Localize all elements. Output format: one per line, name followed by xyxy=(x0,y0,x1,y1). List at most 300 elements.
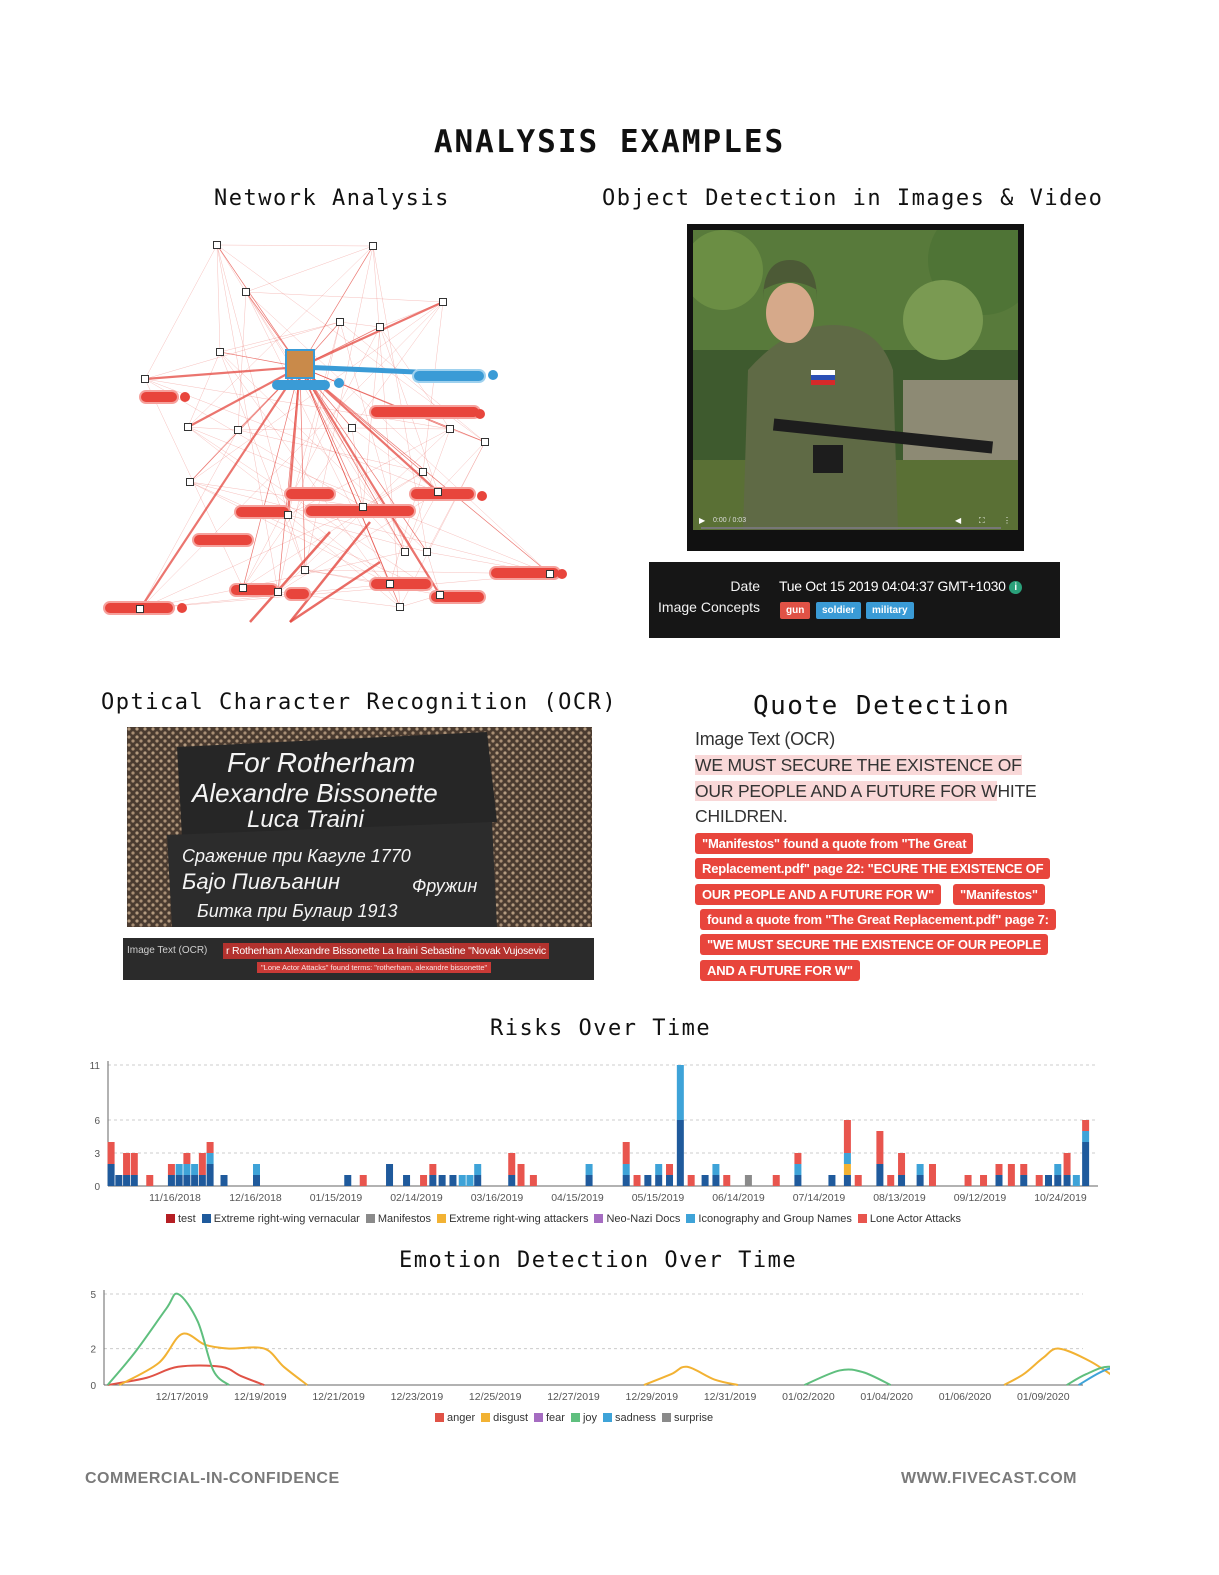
network-edge xyxy=(238,430,423,472)
play-icon[interactable]: ▶ xyxy=(699,516,706,525)
fullscreen-icon[interactable]: ⛶ xyxy=(979,516,985,525)
network-node xyxy=(217,349,224,356)
network-node xyxy=(142,376,149,383)
risk-bar-segment xyxy=(474,1164,481,1175)
network-node xyxy=(424,549,431,556)
risk-bar-segment xyxy=(917,1164,924,1175)
network-edge xyxy=(340,322,380,327)
network-info-icon xyxy=(475,409,485,419)
quote-match-chip-7[interactable]: AND A FUTURE FOR W" xyxy=(700,960,860,981)
ocr-photo-line-1: For Rotherham xyxy=(227,747,416,778)
emotion-ytick-label: 5 xyxy=(90,1290,96,1301)
network-node xyxy=(377,324,384,331)
network-node xyxy=(137,606,144,613)
risk-ytick-label: 0 xyxy=(94,1182,100,1193)
date-label: Date xyxy=(730,578,760,594)
emotion-xtick-label: 01/06/2020 xyxy=(938,1391,992,1403)
risk-bar-segment xyxy=(183,1164,190,1175)
info-icon[interactable]: i xyxy=(1009,581,1022,594)
date-value xyxy=(779,578,1022,594)
legend-swatch xyxy=(437,1214,446,1223)
emotion-legend-item[interactable] xyxy=(481,1412,528,1424)
network-node-label xyxy=(193,534,253,546)
quote-match-chip-5[interactable]: found a quote from "The Great Replacement.pdf" page 7: xyxy=(700,909,1056,930)
risk-xtick-label: 09/12/2019 xyxy=(953,1192,1007,1204)
network-node-label xyxy=(230,584,278,596)
risk-bar-segment xyxy=(677,1065,684,1120)
quote-line-1 xyxy=(695,755,1022,776)
risk-bar-segment xyxy=(623,1164,630,1175)
risk-legend-item[interactable] xyxy=(858,1213,961,1225)
ocr-bar-label: Image Text (OCR) xyxy=(127,945,208,956)
risks-over-time-chart[interactable] xyxy=(80,1055,1110,1205)
network-info-icon xyxy=(488,370,498,380)
risk-bar-segment xyxy=(655,1164,662,1175)
network-node xyxy=(360,504,367,511)
risk-bar-segment xyxy=(1054,1164,1061,1175)
network-edge xyxy=(188,352,220,427)
legend-swatch xyxy=(603,1413,612,1422)
ocr-image xyxy=(127,727,592,927)
network-edge xyxy=(188,367,300,427)
risk-bar-segment xyxy=(1082,1142,1089,1186)
risk-legend-item[interactable] xyxy=(166,1213,196,1225)
network-node xyxy=(285,512,292,519)
risk-bar-segment xyxy=(199,1153,206,1175)
network-edge xyxy=(380,302,443,327)
risk-ytick-label: 3 xyxy=(94,1149,100,1160)
risk-bar-segment xyxy=(199,1175,206,1186)
risk-bar-segment xyxy=(123,1175,130,1186)
risk-bar-segment xyxy=(844,1175,851,1186)
quote-image-text-label: Image Text (OCR) xyxy=(695,729,835,749)
network-node xyxy=(349,425,356,432)
concept-tag-military[interactable]: military xyxy=(866,602,914,619)
risk-bar-segment xyxy=(1036,1175,1043,1186)
ocr-photo-line-3: Luca Traini xyxy=(247,806,364,833)
risk-bar-segment xyxy=(1073,1175,1080,1186)
risk-bar-segment xyxy=(1082,1131,1089,1142)
legend-label: Iconography and Group Names xyxy=(698,1213,852,1225)
risk-bar-segment xyxy=(723,1175,730,1186)
risk-bar-segment xyxy=(996,1164,1003,1175)
risk-bar-segment xyxy=(360,1175,367,1186)
risk-bar-segment xyxy=(666,1164,673,1175)
ocr-photo-line-5: Бајо Пивљанин xyxy=(182,869,341,894)
risk-bar-segment xyxy=(586,1164,593,1175)
network-edge xyxy=(217,245,220,352)
risk-bar-segment xyxy=(386,1164,393,1186)
legend-swatch xyxy=(481,1413,490,1422)
risk-bar-segment xyxy=(176,1175,183,1186)
risk-bar-segment xyxy=(1045,1175,1052,1186)
network-node-label xyxy=(370,406,480,418)
risk-bar-segment xyxy=(844,1120,851,1153)
network-edge xyxy=(450,429,485,442)
risk-ytick-label: 6 xyxy=(94,1116,100,1127)
quote-match-chip-2[interactable]: Replacement.pdf" page 22: "ECURE THE EXISTENCE OF xyxy=(695,858,1050,879)
emotion-xtick-label: 01/04/2020 xyxy=(860,1391,913,1403)
ocr-bar-match[interactable]: "Lone Actor Attacks" found terms: "rotherham, alexandre bissonette" xyxy=(257,962,491,973)
risk-bar-segment xyxy=(439,1175,446,1186)
network-info-icon xyxy=(180,392,190,402)
risk-bar-segment xyxy=(1064,1153,1071,1175)
legend-swatch xyxy=(594,1214,603,1223)
legend-swatch xyxy=(435,1413,444,1422)
risk-bar-segment xyxy=(459,1175,466,1186)
legend-label: test xyxy=(178,1213,196,1225)
network-node xyxy=(370,243,377,250)
risk-bar-segment xyxy=(420,1175,427,1186)
risk-bar-segment xyxy=(1054,1175,1061,1186)
risk-bar-segment xyxy=(844,1153,851,1164)
risk-bar-segment xyxy=(644,1175,651,1186)
risk-bar-segment xyxy=(508,1175,515,1186)
risk-xtick-label: 06/14/2019 xyxy=(712,1192,765,1204)
risk-bar-segment xyxy=(1082,1120,1089,1131)
risk-bar-segment xyxy=(131,1153,138,1175)
legend-swatch xyxy=(662,1413,671,1422)
risk-bar-segment xyxy=(253,1175,260,1186)
emotion-legend-item[interactable] xyxy=(571,1412,597,1424)
risk-bar-segment xyxy=(887,1175,894,1186)
ocr-photo-line-6: Битка при Булаир 1913 xyxy=(197,901,398,921)
emotion-line-disgust xyxy=(1004,1349,1110,1385)
network-info-icon xyxy=(557,569,567,579)
video-controls[interactable] xyxy=(693,516,1018,548)
footer-website-link[interactable]: WWW.FIVECAST.COM xyxy=(901,1470,1077,1487)
risk-bar-segment xyxy=(794,1175,801,1186)
network-node xyxy=(435,489,442,496)
emotion-legend-item[interactable] xyxy=(603,1412,656,1424)
legend-label: sadness xyxy=(615,1412,657,1424)
network-edge xyxy=(188,427,550,574)
network-node xyxy=(185,424,192,431)
risk-bar-segment xyxy=(191,1164,198,1175)
risk-xtick-label: 12/16/2018 xyxy=(229,1192,282,1204)
network-node xyxy=(214,242,221,249)
risk-xtick-label: 08/13/2019 xyxy=(873,1192,926,1204)
legend-label: fear xyxy=(546,1412,565,1424)
footer-confidentiality: COMMERCIAL-IN-CONFIDENCE xyxy=(85,1470,340,1487)
network-edge xyxy=(246,246,373,292)
risk-bar-segment xyxy=(898,1153,905,1175)
network-node xyxy=(243,289,250,296)
risk-bar-segment xyxy=(1020,1164,1027,1175)
risk-bar-segment xyxy=(1008,1164,1015,1186)
emotion-over-time-chart[interactable] xyxy=(80,1285,1110,1405)
network-node-label xyxy=(140,391,178,403)
image-concepts-label: Image Concepts xyxy=(658,599,760,615)
risk-bar-segment xyxy=(1064,1175,1071,1186)
risk-bar-segment xyxy=(176,1164,183,1175)
legend-label: Neo-Nazi Docs xyxy=(606,1213,681,1225)
network-edge xyxy=(305,246,373,570)
risk-bar-segment xyxy=(466,1175,473,1186)
risk-bar-segment xyxy=(168,1175,175,1186)
emotion-xtick-label: 12/17/2019 xyxy=(155,1391,209,1403)
risk-bar-segment xyxy=(844,1164,851,1175)
emotion-over-time-title: Emotion Detection Over Time xyxy=(399,1248,798,1273)
risk-bar-segment xyxy=(183,1153,190,1164)
quote-match-chip-1[interactable]: "Manifestos" found a quote from "The Great xyxy=(695,833,973,854)
legend-swatch xyxy=(166,1214,175,1223)
mute-icon[interactable]: ◀ xyxy=(955,516,962,525)
emotion-ytick-label: 2 xyxy=(90,1344,96,1356)
page-title: ANALYSIS EXAMPLES xyxy=(433,124,786,160)
emotion-legend-item[interactable] xyxy=(435,1412,475,1424)
risk-bar-segment xyxy=(980,1175,987,1186)
risk-bar-segment xyxy=(123,1153,130,1175)
network-node xyxy=(302,567,309,574)
risk-bar-segment xyxy=(586,1175,593,1186)
risk-xtick-label: 10/24/2019 xyxy=(1034,1192,1087,1204)
risk-xtick-label: 04/15/2019 xyxy=(551,1192,604,1204)
network-node-label xyxy=(410,488,475,500)
risk-bar-segment xyxy=(429,1164,436,1175)
video-time: 0:00 / 0:03 xyxy=(713,517,747,524)
risk-bar-segment xyxy=(115,1175,122,1186)
network-node xyxy=(402,549,409,556)
risk-legend-item[interactable] xyxy=(437,1213,588,1225)
network-node-label xyxy=(272,380,330,390)
network-hub-node xyxy=(286,350,314,378)
emotion-xtick-label: 12/25/2019 xyxy=(468,1391,522,1403)
risk-bar-segment xyxy=(403,1175,410,1186)
quote-line-1-text: WE MUST SECURE THE EXISTENCE OF xyxy=(695,755,1022,775)
risk-bar-segment xyxy=(344,1175,351,1186)
risk-bar-segment xyxy=(108,1164,115,1186)
ocr-photo-line-7: Фружин xyxy=(412,876,478,896)
risk-bar-segment xyxy=(712,1164,719,1175)
concept-tag-soldier[interactable]: soldier xyxy=(816,602,861,619)
risk-bar-segment xyxy=(794,1164,801,1175)
risk-bar-segment xyxy=(253,1164,260,1175)
emotion-xtick-label: 12/19/2019 xyxy=(234,1391,287,1403)
risks-over-time-title: Risks Over Time xyxy=(490,1016,712,1041)
risk-xtick-label: 11/16/2018 xyxy=(149,1192,201,1204)
network-node xyxy=(235,427,242,434)
risk-bar-segment xyxy=(221,1175,228,1186)
risk-bar-segment xyxy=(530,1175,537,1186)
emotion-xtick-label: 01/02/2020 xyxy=(782,1391,835,1403)
network-edge xyxy=(238,292,246,430)
network-node xyxy=(547,571,554,578)
quote-line-2-highlight: OUR PEOPLE AND A FUTURE FOR W xyxy=(695,781,998,801)
risk-bar-segment xyxy=(183,1175,190,1186)
network-edge xyxy=(140,574,550,609)
risk-bar-segment xyxy=(712,1175,719,1186)
risk-bar-segment xyxy=(108,1142,115,1164)
quote-line-3: CHILDREN. xyxy=(695,806,788,826)
emotion-xtick-label: 12/31/2019 xyxy=(703,1391,757,1403)
legend-label: Manifestos xyxy=(377,1213,432,1225)
network-edge xyxy=(190,482,550,574)
network-node-label xyxy=(285,488,335,500)
emotion-line-disgust xyxy=(644,1367,738,1385)
network-node-label xyxy=(413,370,485,382)
emotion-line-anger xyxy=(108,1366,265,1385)
network-edge xyxy=(300,302,443,367)
risk-bar-segment xyxy=(677,1120,684,1186)
quote-match-chip-3[interactable]: OUR PEOPLE AND A FUTURE FOR W" xyxy=(695,884,941,905)
network-node xyxy=(437,592,444,599)
risk-bar-segment xyxy=(996,1175,1003,1186)
emotion-xtick-label: 01/09/2020 xyxy=(1017,1391,1070,1403)
emotion-legend-item[interactable] xyxy=(662,1412,713,1424)
network-node-label xyxy=(235,506,290,518)
quote-match-chip-4[interactable]: "Manifestos" xyxy=(953,884,1045,905)
legend-swatch xyxy=(202,1214,211,1223)
network-edge xyxy=(140,430,238,609)
network-edge xyxy=(217,245,373,246)
ocr-title: Optical Character Recognition (OCR) xyxy=(101,690,618,715)
network-node xyxy=(482,439,489,446)
network-edge xyxy=(423,302,443,472)
emotion-xtick-label: 12/23/2019 xyxy=(390,1391,444,1403)
risk-bar-segment xyxy=(965,1175,972,1186)
network-edge xyxy=(217,245,300,367)
risk-bar-segment xyxy=(1020,1175,1027,1186)
network-info-icon xyxy=(177,603,187,613)
network-edge xyxy=(145,245,217,379)
legend-label: anger xyxy=(447,1412,476,1424)
network-node xyxy=(447,426,454,433)
legend-label: Lone Actor Attacks xyxy=(869,1213,962,1225)
quote-detection-title: Quote Detection xyxy=(753,691,1011,721)
network-edge xyxy=(438,442,485,492)
legend-swatch xyxy=(534,1413,543,1422)
risk-bar-segment xyxy=(794,1153,801,1164)
emotion-xtick-label: 12/27/2019 xyxy=(547,1391,600,1403)
risk-bar-segment xyxy=(207,1142,214,1153)
legend-swatch xyxy=(366,1214,375,1223)
video-player[interactable] xyxy=(687,224,1024,551)
emotion-xtick-label: 12/21/2019 xyxy=(312,1391,365,1403)
risk-bar-segment xyxy=(474,1175,481,1186)
video-progress-bar[interactable] xyxy=(701,527,1001,529)
date-value-text: Tue Oct 15 2019 04:04:37 GMT+1030 xyxy=(779,578,1006,594)
network-node-label xyxy=(370,578,432,590)
risk-bar-segment xyxy=(508,1153,515,1175)
legend-swatch xyxy=(858,1214,867,1223)
network-node xyxy=(187,479,194,486)
emotion-line-joy xyxy=(804,1369,890,1385)
risk-bar-segment xyxy=(855,1175,862,1186)
risk-bar-segment xyxy=(929,1164,936,1186)
quote-match-chip-6[interactable]: "WE MUST SECURE THE EXISTENCE OF OUR PEOPLE xyxy=(700,934,1048,955)
network-node xyxy=(337,319,344,326)
legend-label: disgust xyxy=(493,1412,528,1424)
more-options-icon[interactable]: ⋮ xyxy=(1003,516,1011,525)
risk-xtick-label: 03/16/2019 xyxy=(470,1192,524,1204)
risk-xtick-label: 01/15/2019 xyxy=(309,1192,363,1204)
legend-swatch xyxy=(686,1214,695,1223)
risk-legend-item[interactable] xyxy=(686,1213,851,1225)
network-analysis-title: Network Analysis xyxy=(214,186,450,211)
legend-label: Extreme right-wing vernacular xyxy=(213,1213,360,1225)
network-node xyxy=(440,299,447,306)
image-metadata-panel xyxy=(649,562,1060,638)
object-detection-title: Object Detection in Images & Video xyxy=(602,186,1104,211)
risk-bar-segment xyxy=(518,1164,525,1186)
risk-legend-item[interactable] xyxy=(594,1213,680,1225)
risk-bar-segment xyxy=(655,1175,662,1186)
risk-xtick-label: 05/15/2019 xyxy=(631,1192,685,1204)
legend-label: Extreme right-wing attackers xyxy=(449,1213,589,1225)
risk-bar-segment xyxy=(429,1175,436,1186)
risk-bar-segment xyxy=(917,1175,924,1186)
ocr-result-bar xyxy=(123,938,594,980)
quote-line-2 xyxy=(695,781,1037,802)
risk-bar-segment xyxy=(207,1164,214,1186)
network-node xyxy=(275,589,282,596)
network-graph[interactable] xyxy=(100,232,580,627)
risk-bar-segment xyxy=(449,1175,456,1186)
risk-bar-segment xyxy=(898,1175,905,1186)
risk-legend-item[interactable] xyxy=(202,1213,360,1225)
risk-bar-segment xyxy=(702,1175,709,1186)
emotion-legend xyxy=(435,1412,719,1424)
risk-bar-segment xyxy=(745,1175,752,1186)
risk-bar-segment xyxy=(666,1175,673,1186)
network-info-icon xyxy=(334,378,344,388)
legend-label: joy xyxy=(582,1412,598,1424)
risk-bar-segment xyxy=(168,1164,175,1175)
risk-bar-segment xyxy=(191,1175,198,1186)
risk-bar-segment xyxy=(688,1175,695,1186)
quote-line-2-rest: HITE xyxy=(997,781,1037,801)
risk-legend-item[interactable] xyxy=(366,1213,431,1225)
emotion-xtick-label: 12/29/2019 xyxy=(625,1391,679,1403)
network-node xyxy=(240,585,247,592)
emotion-legend-item[interactable] xyxy=(534,1412,565,1424)
network-node xyxy=(387,581,394,588)
network-edge xyxy=(300,367,405,552)
risk-bar-segment xyxy=(773,1175,780,1186)
network-info-icon xyxy=(477,491,487,501)
risk-bar-segment xyxy=(634,1175,641,1186)
risk-bar-segment xyxy=(146,1175,153,1186)
network-edge xyxy=(250,532,330,622)
network-node xyxy=(420,469,427,476)
risk-bar-segment xyxy=(623,1142,630,1164)
network-edge xyxy=(352,428,438,492)
network-edge xyxy=(188,246,373,427)
emotion-ytick-label: 0 xyxy=(90,1381,96,1392)
concept-tag-gun[interactable]: gun xyxy=(780,602,810,619)
network-edge xyxy=(145,367,300,379)
risk-bar-segment xyxy=(876,1164,883,1186)
network-node xyxy=(397,604,404,611)
legend-label: surprise xyxy=(674,1412,714,1424)
legend-swatch xyxy=(571,1413,580,1422)
video-frame-image xyxy=(693,230,1018,530)
ocr-photo-line-4: Сражение при Кагуле 1770 xyxy=(182,846,411,866)
ocr-bar-text: r Rotherham Alexandre Bissonette La Iraini Sebastine "Novak Vujosevic xyxy=(223,943,549,959)
risk-bar-segment xyxy=(207,1153,214,1164)
risks-legend xyxy=(166,1213,967,1225)
risk-ytick-label: 11 xyxy=(89,1061,100,1072)
network-node-label xyxy=(285,588,310,600)
risk-bar-segment xyxy=(876,1131,883,1164)
risk-bar-segment xyxy=(131,1175,138,1186)
risk-xtick-label: 07/14/2019 xyxy=(792,1192,846,1204)
risk-bar-segment xyxy=(828,1175,835,1186)
risk-xtick-label: 02/14/2019 xyxy=(390,1192,443,1204)
risk-bar-segment xyxy=(623,1175,630,1186)
emotion-line-joy xyxy=(108,1294,229,1385)
